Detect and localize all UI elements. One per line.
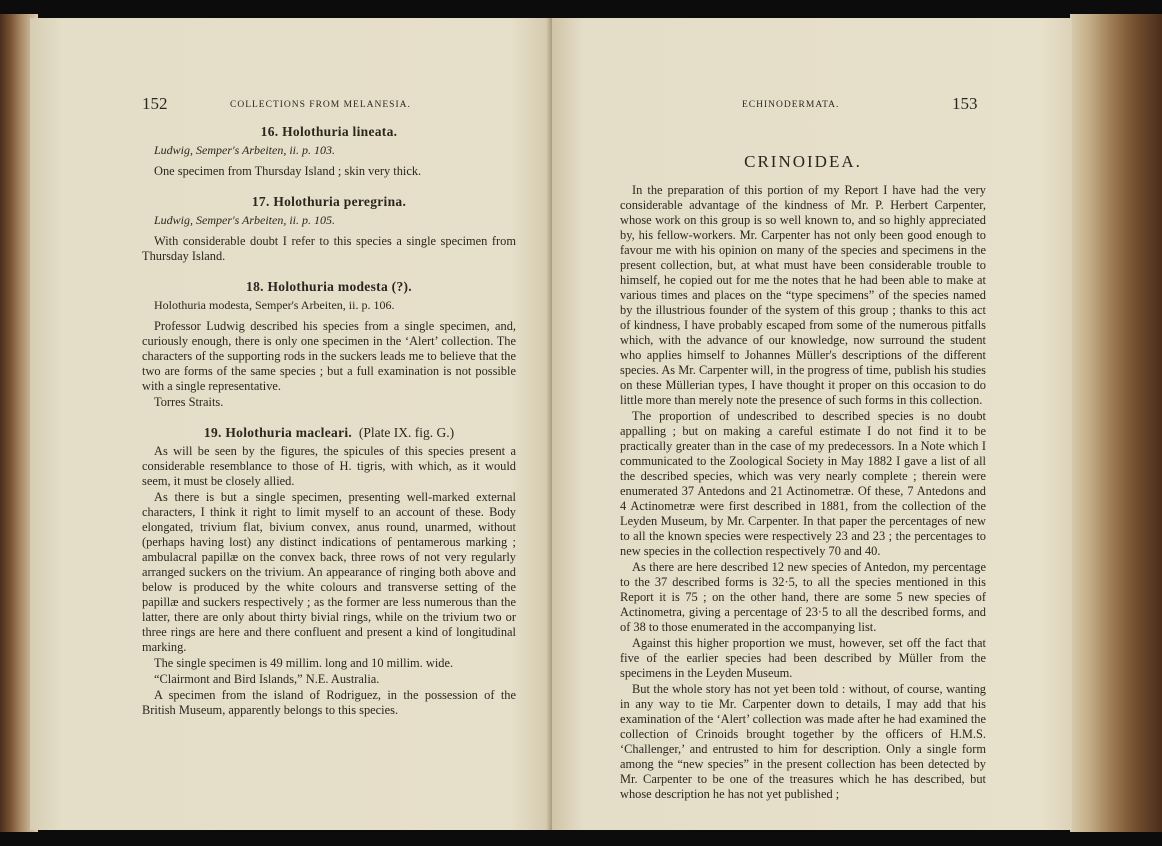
paragraph: As there is but a single specimen, presenting well-marked external characters, I think it right to limit myself to an account of these. Body elongated, trivium flat, bivium convex, anus round, unarmed, without (perhaps having lost) any distinct indications of pentamerous marking ; ambulacral papillæ on the convex back, three rows of not very regularly arranged suckers on the trivium. An appearance of ringing both above and below is produced by the white colours and transverse setting of the papillæ and suckers respectively ; as the former are less numerous than the latter, there are only about thirty bivial rings, while on the trivium two or three rings are here and there confluent and present a kind of longitudinal marking. <box>142 490 516 654</box>
right-text-column <box>620 154 986 803</box>
section-ref: Holothuria modesta, Semper's Arbeiten, ii. p. 106. <box>154 298 395 312</box>
section-heading: 18. Holothuria modesta (?). <box>246 279 412 294</box>
section-ref: Ludwig, Semper's Arbeiten, ii. p. 103. <box>154 143 336 157</box>
right-running-head: ECHINODERMATA. <box>742 100 840 110</box>
paragraph: A specimen from the island of Rodriguez, in the possession of the British Museum, apparently belongs to this species. <box>142 688 516 717</box>
section-heading: 19. Holothuria macleari. (Plate IX. fig. G.) <box>203 425 455 440</box>
paragraph: In the preparation of this portion of my Report I have had the very considerable advantage of the kindness of Mr. P. Herbert Carpenter, whose work on this group is so well known to, and so highly appreciated by, his fellow-workers. Mr. Carpenter has not only been good enough to favour me with his opinion on many of the species and specimens in the present collection, but, at what must have been considerable trouble to himself, he copied out for me the notes that he had been able to make at various times and places on the “type specimens” of the species named by the illustrious founder of the system of this group ; thanks to this act of kindness, I have probably escaped from some of the numerous pitfalls which, with the advance of our knowledge, now surround the student who applies himself to Johannes Müller's descriptions of the different species. As Mr. Carpenter will, in the progress of time, publish his studies on these Müllerian types, I have thought it proper on this occasion to do little more than merely note the presence of such forms in this collection. <box>620 183 986 407</box>
paragraph: The single specimen is 49 millim. long and 10 millim. wide. <box>154 656 454 670</box>
plate-reference: (Plate IX. fig. G.) <box>358 425 455 440</box>
paragraph: One specimen from Thursday Island ; skin very thick. <box>154 164 422 178</box>
left-text-column <box>142 124 516 719</box>
paragraph: Professor Ludwig described his species from a single specimen, and, curiously enough, there is only one specimen in the ‘Alert’ collection. The characters of the supporting rods in the suckers leads me to believe that the two are forms of the same species ; but a full examination is not possible with a single representative. <box>142 319 516 393</box>
paragraph: “Clairmont and Bird Islands,” N.E. Australia. <box>154 672 380 686</box>
section-heading: 17. Holothuria peregrina. <box>251 194 407 209</box>
paragraph: Against this higher proportion we must, however, set off the fact that five of the earlier species had been described by Müller from the specimens in the Leyden Museum. <box>620 636 986 680</box>
paragraph: As there are here described 12 new species of Antedon, my percentage to the 37 described forms is 32·5, to all the species mentioned in this Report it is 75 ; on the other hand, there are some 5 new species of Actinometra, giving a percentage of 23·5 to all the described forms, and of 38 to those enumerated in the accompanying list. <box>620 560 986 634</box>
section-ref: Ludwig, Semper's Arbeiten, ii. p. 105. <box>154 213 336 227</box>
book-edge-right <box>1070 14 1162 832</box>
right-page <box>552 18 1072 830</box>
section-heading: 16. Holothuria lineata. <box>260 124 398 139</box>
left-page <box>30 18 552 830</box>
left-running-head: COLLECTIONS FROM MELANESIA. <box>230 100 411 110</box>
left-folio: 152 <box>142 94 168 113</box>
paragraph: But the whole story has not yet been told : without, of course, wanting in any way to tie Mr. Carpenter down to details, I may add that his examination of the ‘Alert’ collection was made after he had examined the collection of Crinoids brought together by the officers of H.M.S. ‘Challenger,’ and entrusted to him for description. Only a single form among the “new species” in the present collection has been detected by Mr. Carpenter to be one of the treasures which he has described, but whose description he has not yet published ; <box>620 682 986 801</box>
right-folio: 153 <box>952 94 978 113</box>
paragraph: As will be seen by the figures, the spicules of this species present a considerable resemblance to those of H. tigris, with which, as it would seem, it must be closely allied. <box>142 444 516 488</box>
paragraph: The proportion of undescribed to described species is no doubt appalling ; but on making a careful estimate I do not find it to be practically greater than in the case of my predecessors. In a Note which I communicated to the Zoological Society in May 1882 I gave a list of all the described species, which was very nearly complete ; therein were enumerated 37 Antedons and 21 Actinometræ. Of these, 7 Antedons and 4 Actinometræ were first described in 1881, from the collection of the Leyden Museum, by Mr. Carpenter. In that paper the percentages of new to all the known species were respectively 23 and 23 ; the percentages to new species in the collection respectively 70 and 40. <box>620 409 986 558</box>
section-title: CRINOIDEA. <box>744 152 862 171</box>
paragraph: With considerable doubt I refer to this species a single specimen from Thursday Island. <box>142 234 516 263</box>
paragraph: Torres Straits. <box>154 395 224 409</box>
